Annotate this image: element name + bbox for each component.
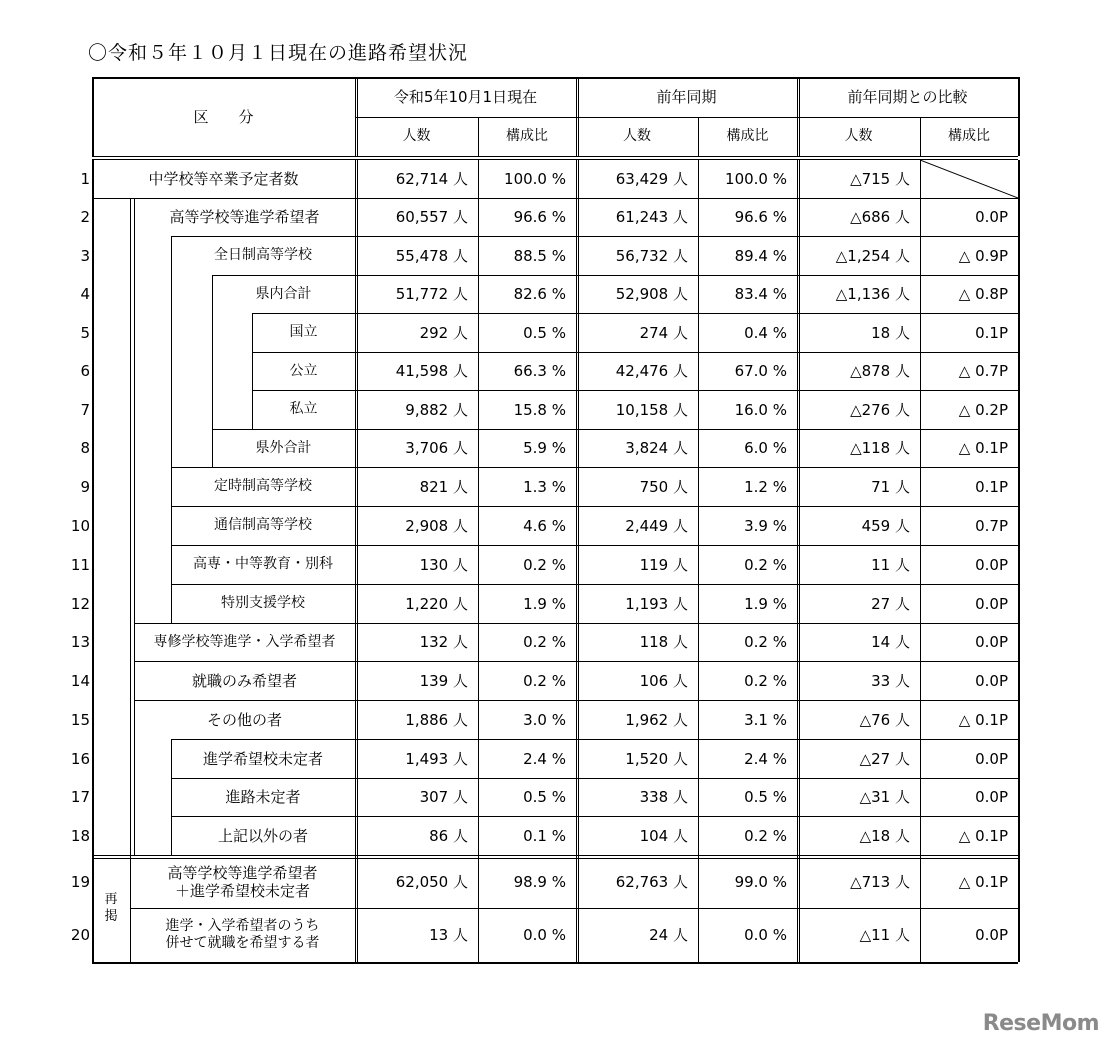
cell-diff-n: △11 人 (859, 926, 910, 944)
row-label: 進学・入学希望者のうち 併せて就職を希望する者 (165, 918, 320, 951)
cell-cur-r: 5.9 % (523, 439, 566, 457)
row-number: 20 (70, 926, 90, 944)
row-number: 3 (80, 246, 90, 265)
cell-prev-n: 24 人 (649, 926, 688, 944)
cell-prev-r: 1.9 % (744, 594, 787, 613)
cell-diff-r: 0.0P (975, 633, 1008, 651)
cell-diff-n: 14 人 (871, 633, 910, 651)
header-bottom-rule (92, 156, 1018, 157)
header-col-count: 人数 (402, 128, 431, 145)
cell-prev-r: 2.4 % (744, 749, 787, 768)
cell-prev-r: 0.4 % (744, 323, 787, 342)
cell-cur-r: 82.6 % (513, 285, 566, 303)
row-label: 専修学校等進学・入学希望者 (153, 633, 336, 650)
cell-diff-n: △276 人 (850, 400, 910, 419)
cell-prev-r: 96.6 % (734, 208, 787, 226)
reposted-label: 再 掲 (104, 891, 118, 924)
cell-cur-n: 307 人 (419, 788, 468, 806)
cell-diff-n: △686 人 (850, 208, 910, 226)
cell-prev-r: 16.0 % (734, 400, 787, 419)
table-right-rule (1018, 77, 1020, 156)
cell-diff-r: 0.1P (975, 477, 1008, 496)
cell-prev-r: 0.2 % (744, 555, 787, 574)
cell-cur-n: 13 人 (429, 926, 468, 944)
row-label: 県内合計 (255, 285, 312, 302)
cell-cur-n: 139 人 (419, 671, 468, 690)
header-col-count: 人数 (623, 128, 651, 145)
cell-diff-r: △ 0.1P (958, 826, 1008, 845)
row-label: 私立 (289, 401, 318, 418)
row-number: 4 (80, 285, 90, 303)
cell-cur-n: 2,908 人 (405, 516, 468, 535)
cell-cur-r: 100.0 % (504, 170, 566, 188)
row-label: 上記以外の者 (217, 826, 308, 845)
tree-rule (134, 198, 135, 855)
cell-cur-r: 0.2 % (523, 633, 566, 651)
row-number: 16 (70, 749, 90, 768)
cell-cur-r: 0.1 % (523, 826, 566, 845)
cell-diff-n: 11 人 (871, 555, 910, 574)
cell-diff-r: 0.0P (975, 594, 1008, 613)
row-number: 17 (70, 788, 90, 806)
row-number: 10 (70, 516, 90, 535)
cell-diff-r: 0.0P (975, 555, 1008, 574)
cell-cur-n: 41,598 人 (395, 362, 468, 380)
cell-prev-r: 3.9 % (744, 516, 787, 535)
cell-diff-n: 71 人 (871, 477, 910, 496)
cell-diff-n: △76 人 (859, 710, 910, 729)
cell-diff-n: △18 人 (859, 826, 910, 845)
cell-prev-r: 83.4 % (734, 285, 787, 303)
row-label: 高等学校等進学希望者 (169, 208, 320, 226)
cell-prev-n: 61,243 人 (615, 208, 688, 226)
cell-cur-n: 3,706 人 (405, 439, 468, 457)
header-group-diff: 前年同期との比較 (847, 88, 968, 106)
cell-cur-r: 1.3 % (523, 477, 566, 496)
row-number: 11 (70, 555, 90, 574)
cell-prev-r: 0.2 % (744, 826, 787, 845)
cell-cur-r: 96.6 % (513, 208, 566, 226)
cell-diff-r: 0.1P (975, 323, 1008, 342)
cell-diff-n: △1,254 人 (835, 246, 910, 265)
row-number: 18 (70, 826, 90, 845)
cell-diff-n: △27 人 (859, 749, 910, 768)
cell-prev-n: 274 人 (639, 323, 688, 342)
cell-prev-n: 1,962 人 (625, 710, 688, 729)
cell-cur-n: 9,882 人 (405, 400, 468, 419)
cell-prev-n: 1,520 人 (625, 749, 688, 768)
cell-cur-n: 132 人 (419, 633, 468, 651)
row-label: 全日制高等学校 (214, 247, 312, 264)
row-number: 7 (80, 400, 90, 419)
row-number: 13 (70, 633, 90, 651)
cell-prev-n: 3,824 人 (625, 439, 688, 457)
cell-cur-r: 0.0 % (523, 926, 566, 944)
cell-prev-n: 2,449 人 (625, 516, 688, 535)
cell-cur-n: 62,050 人 (395, 872, 468, 891)
row-label: 進学希望校未定者 (202, 749, 323, 768)
cell-prev-n: 52,908 人 (615, 285, 688, 303)
row-label: 中学校等卒業予定者数 (148, 170, 299, 188)
cell-prev-n: 338 人 (639, 788, 688, 806)
cell-prev-n: 42,476 人 (615, 362, 688, 380)
cell-prev-n: 119 人 (639, 555, 688, 574)
resemom-logo: ReseMom (982, 1011, 1099, 1036)
row-label: 国立 (289, 324, 318, 341)
row-number: 1 (80, 170, 90, 188)
row-number: 8 (80, 439, 90, 457)
row-number: 2 (80, 208, 90, 226)
tree-rule (130, 198, 131, 855)
cell-diff-r: 0.0P (975, 208, 1008, 226)
header-col-ratio: 構成比 (506, 128, 548, 145)
cell-prev-r: 0.2 % (744, 671, 787, 690)
cell-diff-n: △713 人 (850, 872, 910, 891)
cell-diff-r: 0.7P (975, 516, 1008, 535)
cell-prev-n: 106 人 (639, 671, 688, 690)
cell-diff-r: △ 0.8P (958, 285, 1008, 303)
cell-diff-n: △715 人 (850, 170, 910, 188)
table-bottom-rule (92, 962, 1018, 964)
cell-prev-r: 3.1 % (744, 710, 787, 729)
cell-cur-r: 3.0 % (523, 710, 566, 729)
row-label: 特別支援学校 (221, 595, 305, 612)
row-label: 高専・中等教育・別科 (193, 556, 333, 573)
cell-diff-r: 0.0P (975, 671, 1008, 690)
header-col-ratio: 構成比 (726, 128, 769, 145)
cell-prev-n: 63,429 人 (615, 170, 688, 188)
row-number: 15 (70, 710, 90, 729)
cell-prev-r: 100.0 % (725, 170, 787, 188)
cell-cur-n: 821 人 (419, 477, 468, 496)
cell-diff-r: △ 0.7P (958, 362, 1008, 380)
cell-cur-r: 88.5 % (513, 246, 566, 265)
header-group-current: 令和5年10月1日現在 (393, 88, 538, 106)
cell-cur-n: 51,772 人 (395, 285, 468, 303)
cell-prev-n: 62,763 人 (615, 872, 688, 891)
cell-prev-n: 56,732 人 (615, 246, 688, 265)
row-label: 通信制高等学校 (214, 517, 312, 534)
header-col-count: 人数 (844, 128, 873, 145)
row-number: 14 (70, 671, 90, 690)
cell-diff-r: △ 0.1P (958, 872, 1008, 891)
header-category: 区 分 (193, 107, 254, 126)
table-left-rule (92, 160, 94, 962)
header-group-prev: 前年同期 (656, 88, 717, 106)
cell-diff-n: 18 人 (871, 323, 910, 342)
cell-diff-n: 459 人 (861, 516, 910, 535)
row-label: 定時制高等学校 (214, 478, 312, 495)
cell-cur-r: 4.6 % (523, 516, 566, 535)
cell-cur-r: 66.3 % (513, 362, 566, 380)
cell-prev-r: 67.0 % (734, 362, 787, 380)
cell-cur-n: 60,557 人 (395, 208, 468, 226)
row-label: 公立 (289, 362, 318, 379)
cell-prev-r: 99.0 % (734, 872, 787, 891)
cell-cur-n: 292 人 (419, 323, 468, 342)
cell-diff-n: △878 人 (850, 362, 910, 380)
cell-diff-r: 0.0P (975, 749, 1008, 768)
cell-prev-r: 6.0 % (744, 439, 787, 457)
cell-cur-r: 0.2 % (523, 555, 566, 574)
cell-cur-r: 98.9 % (513, 872, 566, 891)
row-label: 高等学校等進学希望者 ＋進学希望校未定者 (167, 863, 318, 900)
cell-cur-r: 0.2 % (523, 671, 566, 690)
table-right-rule (1018, 160, 1020, 962)
cell-cur-r: 0.5 % (523, 323, 566, 342)
row-number: 12 (70, 594, 90, 613)
page-title: 〇令和５年１０月１日現在の進路希望状況 (88, 42, 469, 64)
cell-diff-n: △31 人 (859, 788, 910, 806)
cell-diff-n: △1,136 人 (835, 285, 910, 303)
cell-prev-r: 0.2 % (744, 633, 787, 651)
cell-prev-n: 104 人 (639, 826, 688, 845)
cell-cur-r: 1.9 % (523, 594, 566, 613)
row-number: 9 (80, 477, 90, 496)
row-label: 進路未定者 (225, 788, 301, 806)
cell-diff-n: 27 人 (871, 594, 910, 613)
cell-diff-r: △ 0.2P (958, 400, 1008, 419)
cell-diff-n: △118 人 (850, 439, 910, 457)
row-label: 就職のみ希望者 (191, 671, 297, 690)
cell-diff-n: 33 人 (871, 671, 910, 690)
header-col-ratio: 構成比 (948, 128, 990, 145)
cell-cur-n: 86 人 (429, 826, 468, 845)
cell-prev-r: 89.4 % (734, 246, 787, 265)
cell-prev-r: 0.0 % (744, 926, 787, 944)
cell-cur-n: 62,714 人 (395, 170, 468, 188)
cell-diff-r: 0.0P (975, 926, 1008, 944)
row-number: 5 (80, 323, 90, 342)
cell-prev-n: 750 人 (639, 477, 688, 496)
cell-diff-r: △ 0.1P (958, 439, 1008, 457)
cell-prev-r: 1.2 % (744, 477, 787, 496)
cell-cur-n: 1,220 人 (405, 594, 468, 613)
cell-diff-r: △ 0.1P (958, 710, 1008, 729)
cell-prev-n: 118 人 (639, 633, 688, 651)
empty-cell-diagonal (920, 160, 1018, 198)
cell-prev-r: 0.5 % (744, 788, 787, 806)
cell-cur-n: 55,478 人 (395, 246, 468, 265)
row-number: 6 (80, 362, 90, 380)
cell-cur-n: 1,493 人 (405, 749, 468, 768)
cell-cur-n: 1,886 人 (405, 710, 468, 729)
cell-diff-r: △ 0.9P (958, 246, 1008, 265)
cell-cur-r: 15.8 % (513, 400, 566, 419)
cell-cur-n: 130 人 (419, 555, 468, 574)
cell-prev-n: 10,158 人 (615, 400, 688, 419)
cell-diff-r: 0.0P (975, 788, 1008, 806)
row-label: 県外合計 (255, 439, 312, 456)
cell-cur-r: 0.5 % (523, 788, 566, 806)
cell-cur-r: 2.4 % (523, 749, 566, 768)
cell-prev-n: 1,193 人 (625, 594, 688, 613)
row-label: その他の者 (206, 710, 282, 729)
row-number: 19 (70, 872, 90, 891)
